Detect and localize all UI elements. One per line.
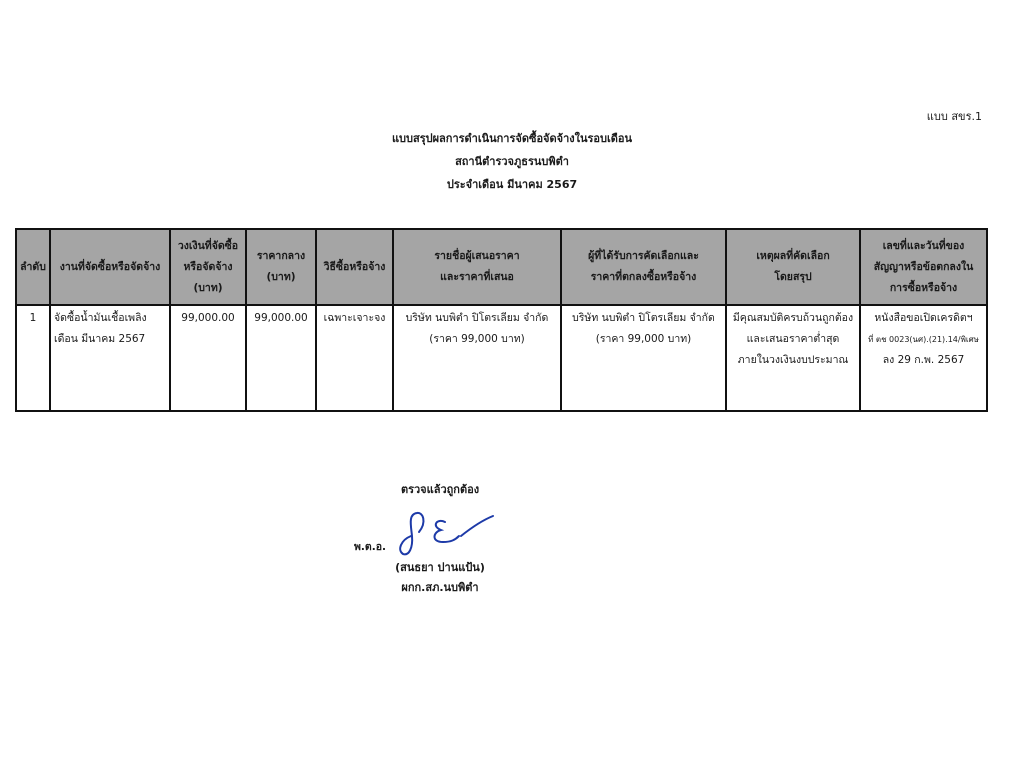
signer-rank: พ.ต.อ. [354, 541, 387, 553]
col-header-method: วิธีซื้อหรือจ้าง [316, 229, 393, 305]
procurement-summary-table [15, 228, 988, 412]
document-header [0, 127, 1024, 196]
signer-position: ผกก.สภ.นบพิตำ [401, 581, 479, 594]
col-header-work: งานที่จัดซื้อหรือจัดจ้าง [50, 229, 170, 305]
cell-selected: บริษัท นบพิตำ ปิโตรเลียม จำกัด (ราคา 99,000 บาท) [561, 305, 726, 411]
col-header-no: ลำดับ [16, 229, 50, 305]
cell-work: จัดซื้อน้ำมันเชื้อเพลิง เดือน มีนาคม 2567 [50, 305, 170, 411]
col-header-bidders: รายชื่อผู้เสนอราคา และราคาที่เสนอ [393, 229, 561, 305]
agency-name: สถานีตำรวจภูธรนบพิตำ [455, 155, 569, 168]
col-header-reason: เหตุผลที่คัดเลือก โดยสรุป [726, 229, 860, 305]
col-header-median-price: ราคากลาง (บาท) [246, 229, 316, 305]
cell-contract: หนังสือขอเปิดเครดิตฯ ที่ ตช 0023(นศ).(21).14/พิเศษ ลง 29 ก.พ. 2567 [860, 305, 987, 411]
cell-no: 1 [16, 305, 50, 411]
col-header-budget: วงเงินที่จัดซื้อ หรือจัดจ้าง (บาท) [170, 229, 246, 305]
cell-method: เฉพาะเจาะจง [316, 305, 393, 411]
document-title: แบบสรุปผลการดำเนินการจัดซื้อจัดจ้างในรอบเดือน [391, 132, 633, 145]
cell-bidders: บริษัท นบพิตำ ปิโตรเลียม จำกัด (ราคา 99,000 บาท) [393, 305, 561, 411]
cell-reason: มีคุณสมบัติครบถ้วนถูกต้อง และเสนอราคาต่ำสุด ภายในวงเงินงบประมาณ [726, 305, 860, 411]
form-code: แบบ สขร.1 [926, 110, 982, 123]
report-period: ประจำเดือน มีนาคม 2567 [446, 178, 578, 191]
handwritten-signature [393, 506, 499, 558]
cell-budget: 99,000.00 [170, 305, 246, 411]
col-header-contract: เลขที่และวันที่ของ สัญญาหรือข้อตกลงใน การซื้อหรือจ้าง [860, 229, 987, 305]
table-header-row [16, 229, 987, 305]
col-header-selected: ผู้ที่ได้รับการคัดเลือกและ ราคาที่ตกลงซื้อหรือจ้าง [561, 229, 726, 305]
cell-median-price: 99,000.00 [246, 305, 316, 411]
certification-text: ตรวจแล้วถูกต้อง [400, 483, 480, 496]
table-row [16, 305, 987, 411]
signer-name: (สนธยา ปานแป้น) [395, 561, 485, 574]
